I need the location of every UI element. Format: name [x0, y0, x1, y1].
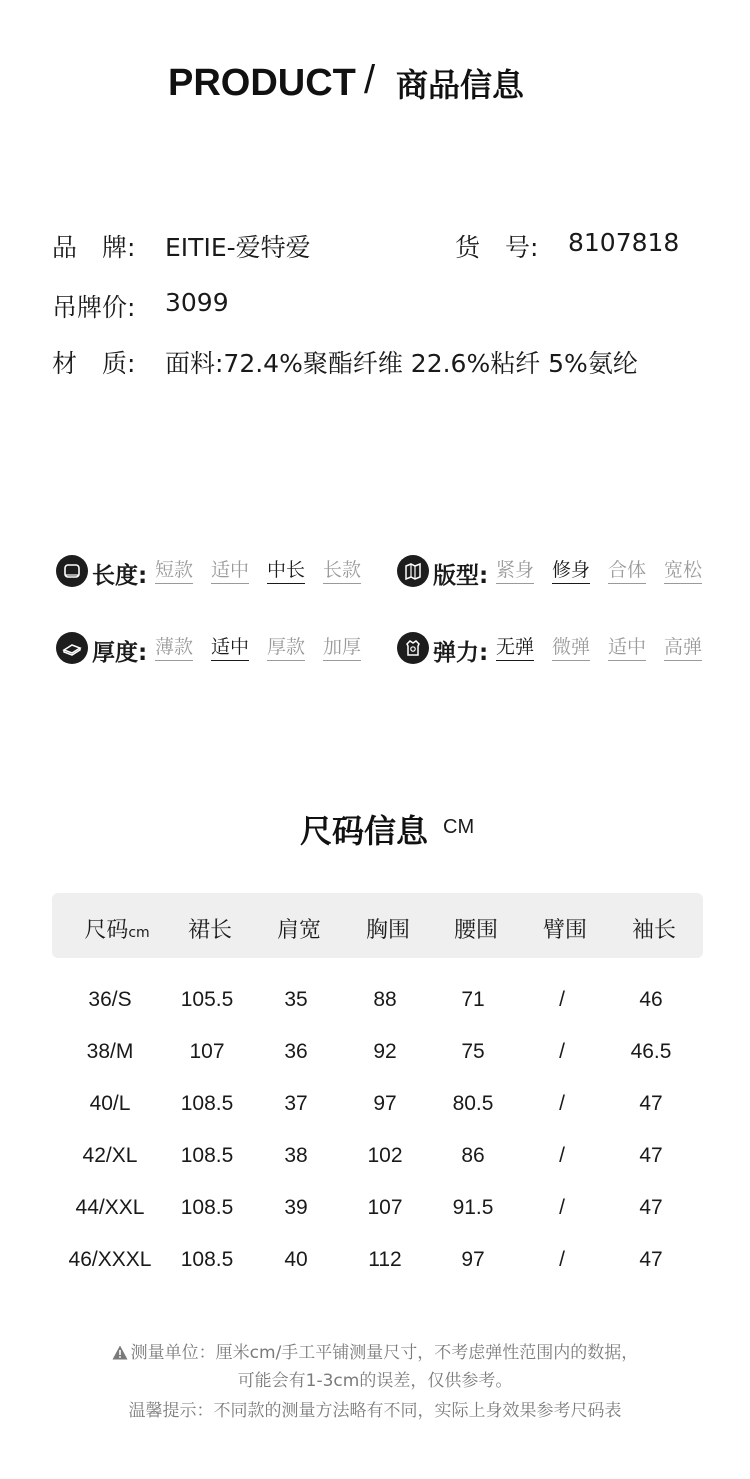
- header-size: 尺码cm: [84, 918, 150, 943]
- header-slash: /: [364, 58, 376, 102]
- header-sleeve: 袖长: [631, 918, 676, 943]
- option-high-stretch: 高弹: [664, 636, 702, 661]
- table-row: [52, 1144, 703, 1184]
- attribute-options: [155, 636, 361, 661]
- table-cell: 36/S: [88, 988, 132, 1011]
- elasticity-icon: [397, 632, 429, 664]
- table-cell: 46: [639, 988, 663, 1011]
- option-midlength-selected: 中长: [267, 559, 305, 584]
- option-medium-selected: 适中: [211, 636, 249, 661]
- table-cell: 108.5: [180, 1144, 234, 1167]
- table-cell: 36: [284, 1040, 308, 1063]
- table-cell: 92: [373, 1040, 397, 1063]
- option-medium-stretch: 适中: [608, 636, 646, 661]
- table-cell: 108.5: [180, 1248, 234, 1271]
- table-cell: /: [559, 1196, 565, 1219]
- table-cell: 46.5: [630, 1040, 672, 1063]
- option-no-stretch-selected: 无弹: [496, 636, 534, 661]
- attribute-name: 厚度:: [92, 640, 148, 666]
- table-row: [52, 988, 703, 1028]
- size-section-title: [0, 806, 750, 850]
- table-cell: 47: [639, 1248, 663, 1271]
- note-line-1: 测量单位：厘米cm/手工平铺测量尺寸，不考虑弹性范围内的数据，: [130, 1343, 639, 1363]
- table-cell: 80.5: [452, 1092, 494, 1115]
- header-bust: 胸围: [365, 918, 410, 943]
- price-label: 吊牌价:: [52, 293, 136, 322]
- table-cell: 39: [284, 1196, 308, 1219]
- attribute-options: [496, 636, 702, 661]
- table-cell: 46/XXXL: [68, 1248, 152, 1271]
- material-row: [52, 344, 692, 380]
- option-long: 长款: [323, 559, 361, 584]
- table-cell: 112: [368, 1248, 402, 1271]
- header-waist: 腰围: [453, 918, 498, 943]
- length-icon: [56, 555, 88, 587]
- table-cell: 107: [367, 1196, 403, 1219]
- table-cell: /: [559, 1092, 565, 1115]
- brand-row: [52, 228, 382, 264]
- price-row: [52, 288, 382, 324]
- thickness-icon: [56, 632, 88, 664]
- table-cell: 91.5: [452, 1196, 494, 1219]
- measurement-note: [0, 1338, 750, 1363]
- option-regular: 合体: [608, 559, 646, 584]
- size-title: 尺码信息: [300, 812, 429, 850]
- table-cell: 35: [284, 988, 308, 1011]
- attribute-fit: [397, 555, 717, 589]
- table-cell: 47: [639, 1144, 663, 1167]
- table-row: [52, 1040, 703, 1080]
- table-row: [52, 1248, 703, 1288]
- table-cell: 47: [639, 1196, 663, 1219]
- table-cell: 107: [189, 1040, 225, 1063]
- table-cell: 108.5: [180, 1092, 234, 1115]
- option-slim-selected: 修身: [552, 559, 590, 584]
- brand-label: 品 牌:: [52, 233, 136, 262]
- price-value: 3099: [165, 288, 229, 317]
- table-cell: /: [559, 1248, 565, 1271]
- option-medium: 适中: [211, 559, 249, 584]
- table-cell: 71: [461, 988, 485, 1011]
- page-header: [0, 56, 750, 112]
- table-cell: 47: [639, 1092, 663, 1115]
- header-title-zh: 商品信息: [396, 66, 525, 104]
- fit-icon: [397, 555, 429, 587]
- table-row: [52, 1196, 703, 1236]
- material-label: 材 质:: [52, 349, 136, 378]
- material-value: 面料:72.4%聚酯纤维 22.6%粘纤 5%氨纶: [165, 349, 638, 378]
- option-short: 短款: [155, 559, 193, 584]
- attribute-options: [155, 559, 361, 584]
- table-cell: 38/M: [86, 1040, 134, 1063]
- option-thin: 薄款: [155, 636, 193, 661]
- table-cell: 105.5: [180, 988, 234, 1011]
- table-cell: 37: [284, 1092, 308, 1115]
- header-title-en: PRODUCT: [168, 62, 356, 104]
- table-cell: 75: [461, 1040, 485, 1063]
- attribute-name: 长度:: [92, 563, 148, 589]
- attribute-thickness: [56, 632, 376, 666]
- note-line-3: 温馨提示：不同款的测量方法略有不同，实际上身效果参考尺码表: [128, 1401, 622, 1421]
- attribute-elasticity: [397, 632, 717, 666]
- table-cell: /: [559, 988, 565, 1011]
- table-cell: 86: [461, 1144, 485, 1167]
- sku-label: 货 号:: [455, 233, 539, 262]
- table-cell: /: [559, 1040, 565, 1063]
- sku-value: 8107818: [568, 228, 680, 257]
- option-tight: 紧身: [496, 559, 534, 584]
- attribute-name: 弹力:: [433, 640, 489, 666]
- warning-icon: [112, 1345, 128, 1360]
- brand-value: EITIE-爱特爱: [165, 233, 311, 262]
- table-cell: 108.5: [180, 1196, 234, 1219]
- table-cell: 44/XXL: [75, 1196, 145, 1219]
- table-cell: 102: [367, 1144, 403, 1167]
- attribute-length: [56, 555, 376, 589]
- sku-row: [455, 228, 705, 264]
- option-slight-stretch: 微弹: [552, 636, 590, 661]
- table-row: [52, 1092, 703, 1132]
- size-table-header: [52, 893, 703, 958]
- table-cell: 40: [284, 1248, 308, 1271]
- header-shoulder: 肩宽: [276, 918, 321, 943]
- table-cell: /: [559, 1144, 565, 1167]
- option-thick: 厚款: [267, 636, 305, 661]
- header-dress-length: 裙长: [187, 918, 232, 943]
- table-cell: 38: [284, 1144, 308, 1167]
- attribute-name: 版型:: [433, 563, 489, 589]
- table-cell: 40/L: [89, 1092, 131, 1115]
- table-cell: 88: [373, 988, 397, 1011]
- note-line-2: 可能会有1-3cm的误差，仅供参考。: [237, 1371, 513, 1391]
- table-cell: 42/XL: [82, 1144, 138, 1167]
- option-extra-thick: 加厚: [323, 636, 361, 661]
- size-unit: CM: [443, 816, 475, 838]
- option-loose: 宽松: [664, 559, 702, 584]
- table-cell: 97: [461, 1248, 485, 1271]
- header-arm: 臂围: [542, 918, 587, 943]
- attribute-options: [496, 559, 702, 584]
- table-cell: 97: [373, 1092, 397, 1115]
